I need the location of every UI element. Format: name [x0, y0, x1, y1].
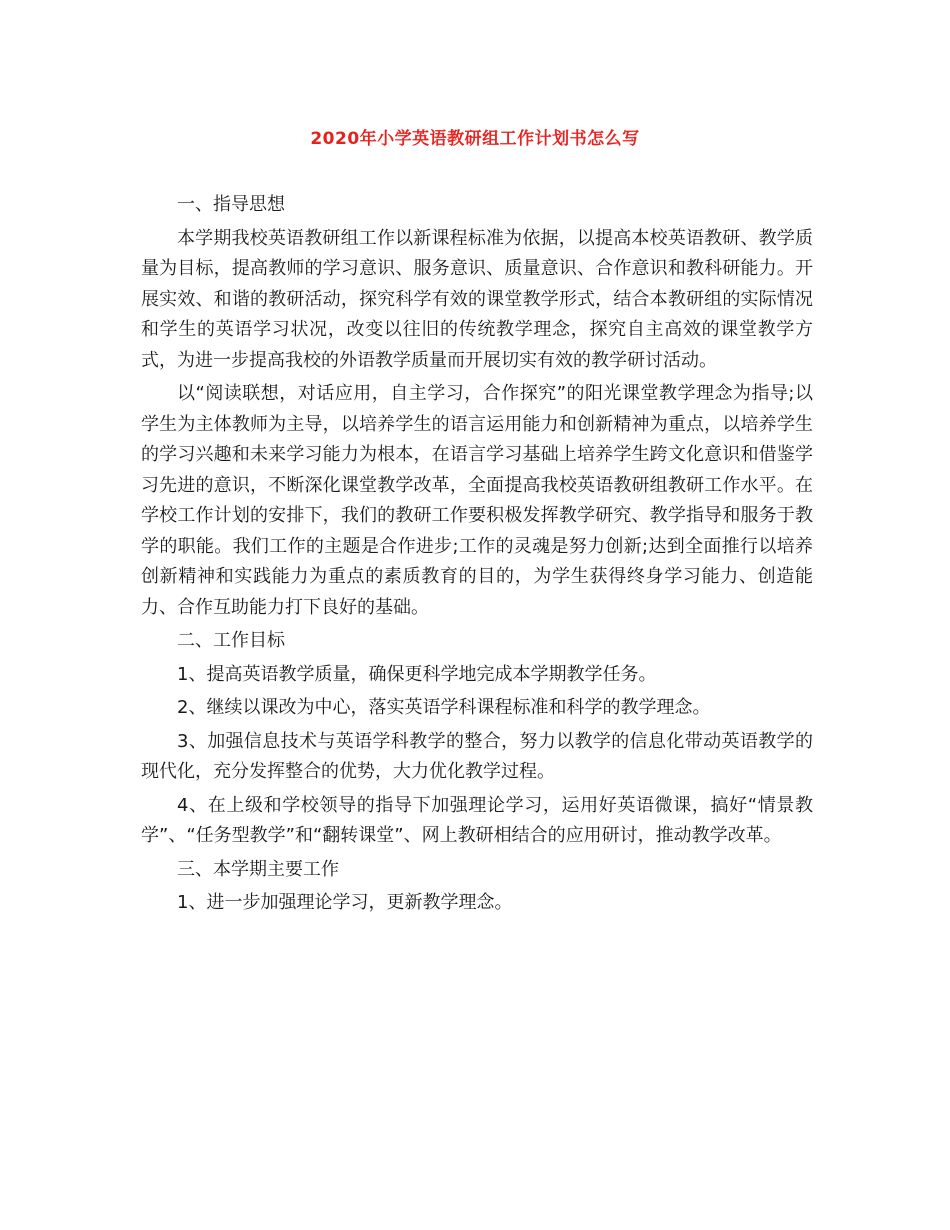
section-heading: 二、工作目标	[177, 630, 285, 651]
body-paragraph: 4、在上级和学校领导的指导下加强理论学习，运用好英语微课，搞好“情景教学”、“任务型教学”和“翻转课堂”、网上教研相结合的应用研讨，推动教学改革。	[141, 794, 813, 846]
document-body	[141, 190, 813, 919]
document-title: 2020年小学英语教研组工作计划书怎么写	[310, 129, 640, 149]
body-paragraph: 3、加强信息技术与英语学科教学的整合，努力以教学的信息化带动英语教学的现代化，充分发挥整合的优势，大力优化教学过程。	[141, 730, 813, 782]
section-heading: 1、进一步加强理论学习，更新教学理念。	[177, 892, 513, 913]
section-heading: 1、提高英语教学质量，确保更科学地完成本学期教学任务。	[177, 663, 657, 685]
section-heading: 2、继续以课改为中心，落实英语学科课程标准和科学的教学理念。	[177, 697, 711, 718]
section-heading: 三、本学期主要工作	[177, 858, 339, 880]
section-heading: 一、指导思想	[177, 194, 285, 215]
body-paragraph: 本学期我校英语教研组工作以新课程标准为依据，以提高本校英语教研、教学质量为目标，提高教师的学习意识、服务意识、质量意识、合作意识和教科研能力。开展实效、和谐的教研活动，探究科学有效的课堂教学形式，结合本教研组的实际情况和学生的英语学习状况，改变以往旧的传统教学理念，探究自主高效的课堂教学方式，为进一步提高我校的外语教学质量而开展切实有效的教学研讨活动。	[141, 227, 813, 371]
body-paragraph: 以“阅读联想，对话应用，自主学习，合作探究”的阳光课堂教学理念为指导;以学生为主体教师为主导，以培养学生的语言运用能力和创新精神为重点，以培养学生的学习兴趣和未来学习能力为根本，在语言学习基础上培养学生跨文化意识和借鉴学习先进的意识，不断深化课堂教学改革，全面提高我校英语教研组教研工作水平。在学校工作计划的安排下，我们的教研工作要积极发挥教学研究、教学指导和服务于教学的职能。我们工作的主题是合作进步;工作的灵魂是努力创新;达到全面推行以培养创新精神和实践能力为重点的素质教育的目的，为学生获得终身学习能力、创造能力、合作互助能力打下良好的基础。	[141, 383, 813, 618]
